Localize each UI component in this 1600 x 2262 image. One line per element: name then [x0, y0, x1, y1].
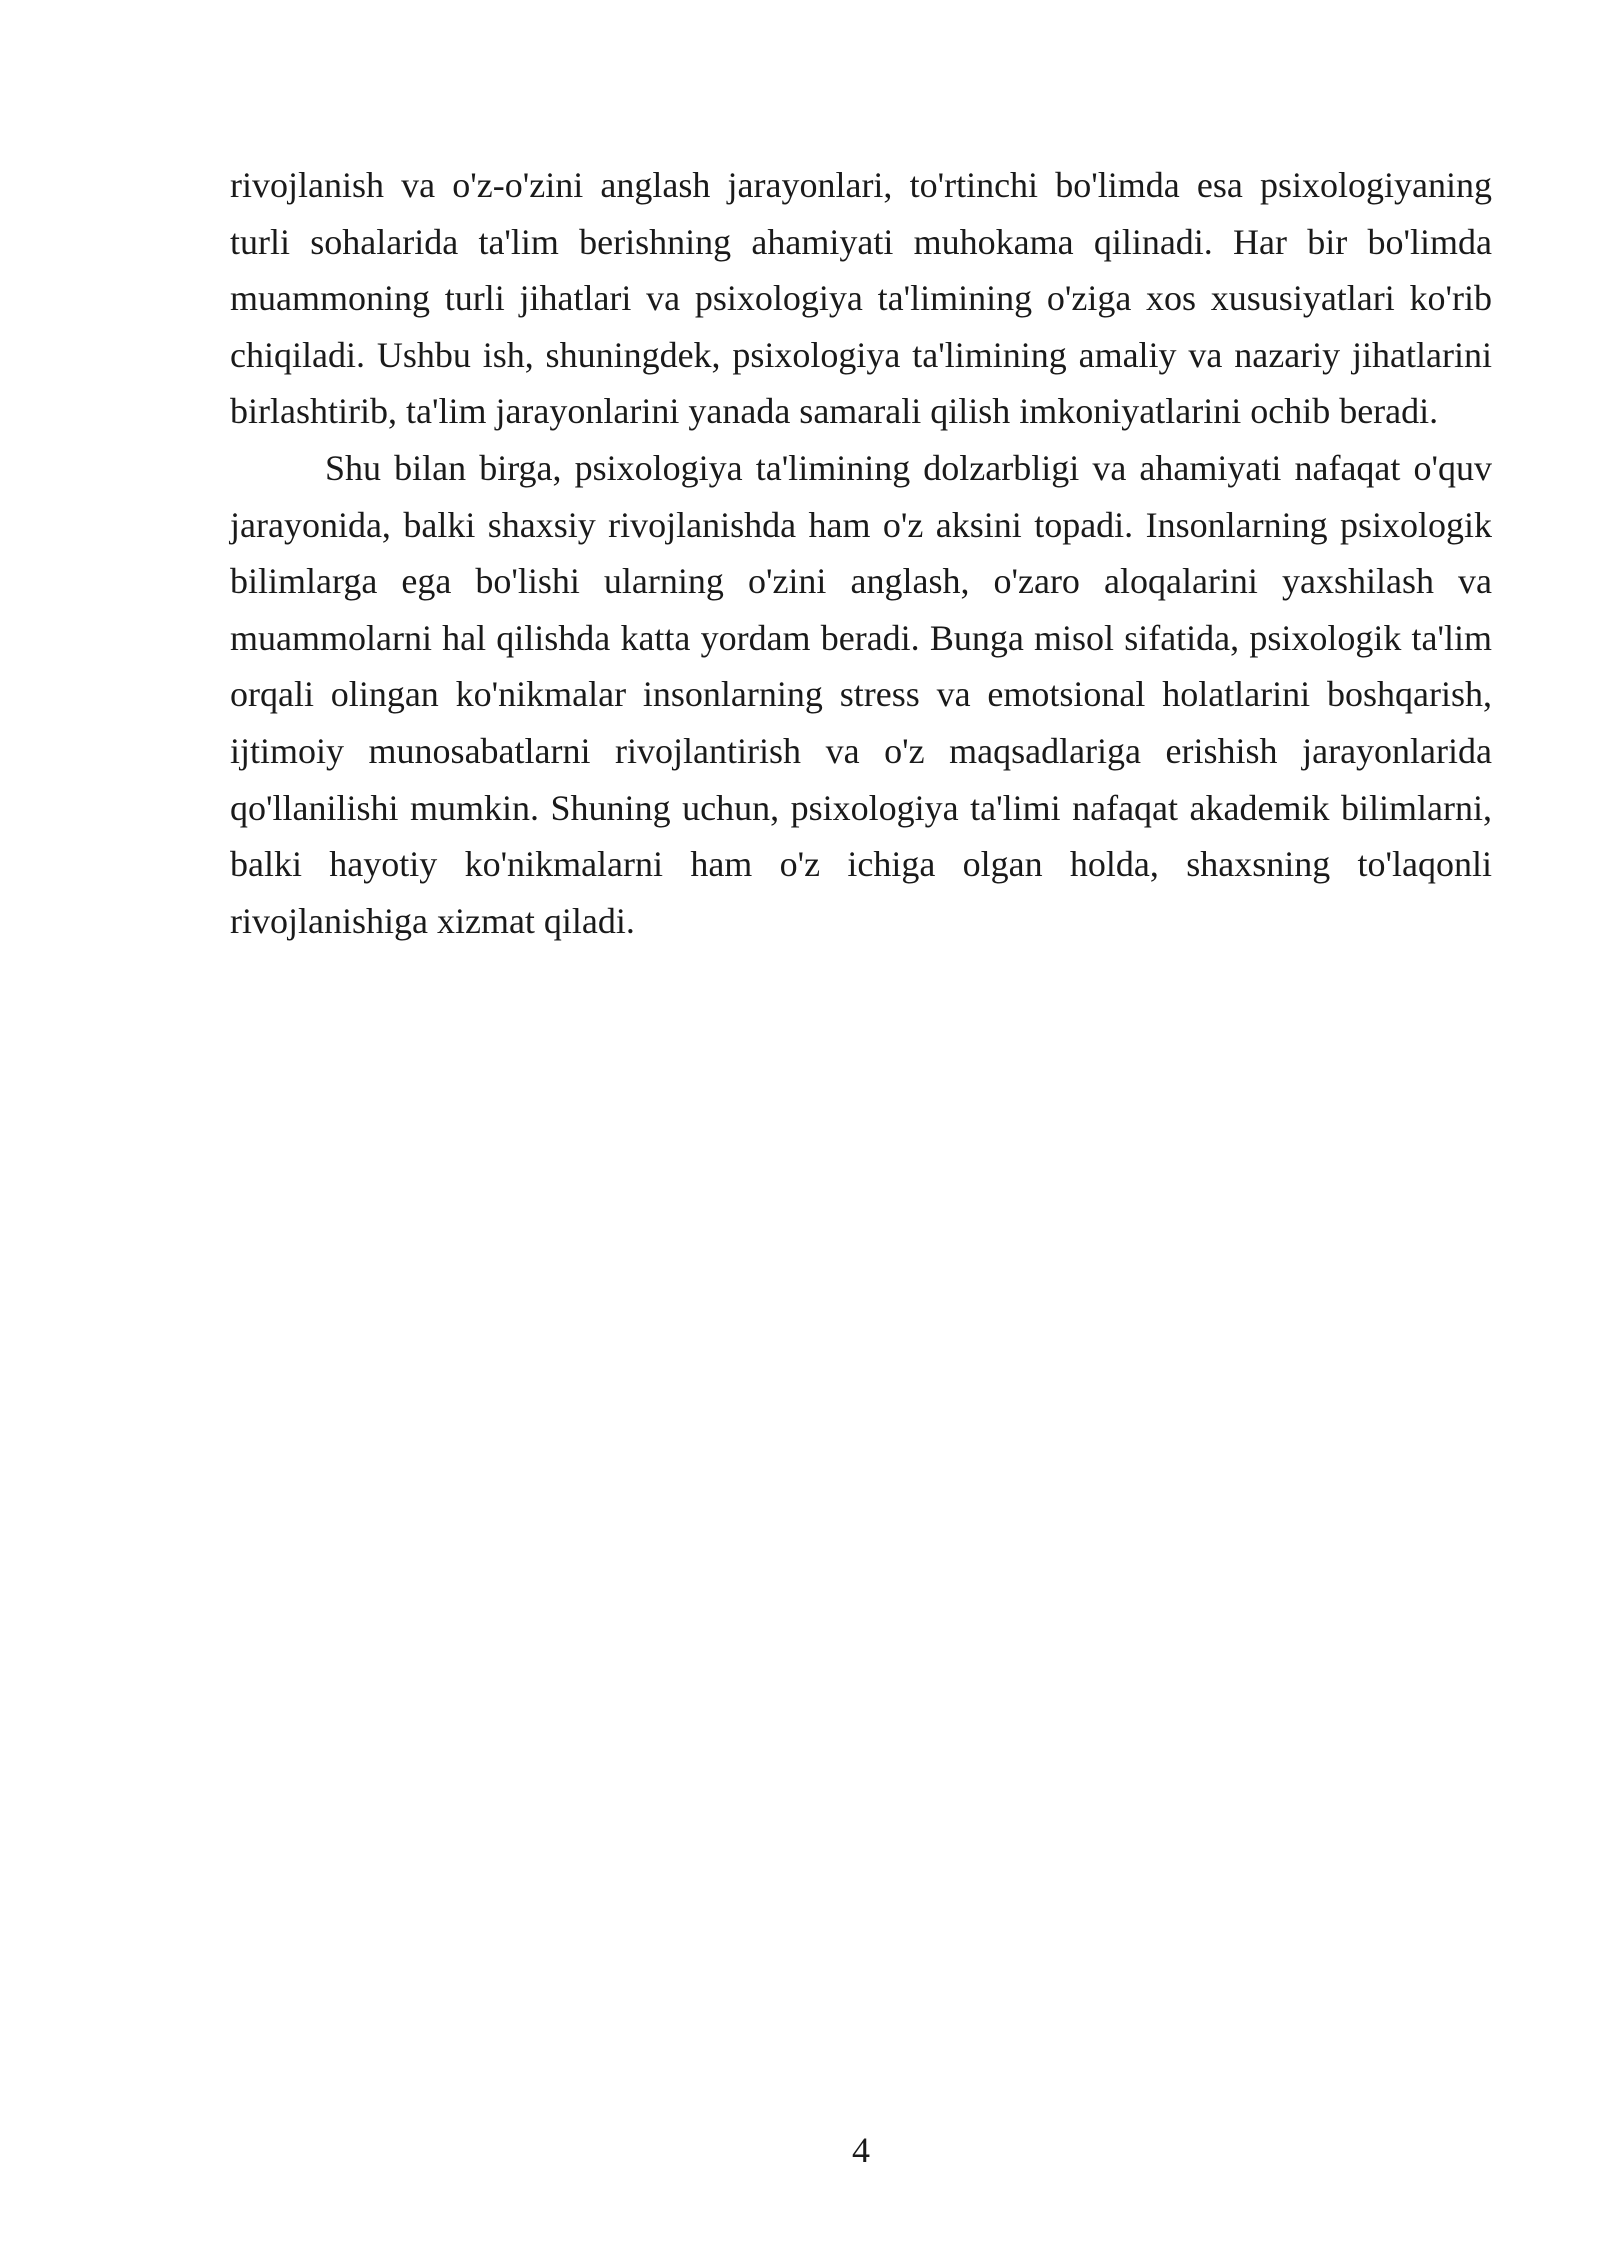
page-number: 4	[852, 2130, 870, 2170]
paragraph-continuation: rivojlanish va o'z-o'zini anglash jarayonlari, to'rtinchi bo'limda esa psixologiyaning turli sohalarida ta'lim berishning ahamiyati muhokama qilinadi. Har bir bo'limda muammoning turli jihatlari va psixologiya ta'limining o'ziga xos xususiyatlari ko'rib chiqiladi. Ushbu ish, shuningdek, psixologiya ta'limining amaliy va nazariy jihatlarini birlashtirib, ta'lim jarayonlarini yanada samarali qilish imkoniyatlarini ochib beradi.	[230, 165, 1492, 432]
body-text	[230, 157, 1492, 949]
paragraph: Shu bilan birga, psixologiya ta'limining dolzarbligi va ahamiyati nafaqat o'quv jarayonida, balki shaxsiy rivojlanishda ham o'z aksini topadi. Insonlarning psixologik bilimlarga ega bo'lishi ularning o'zini anglash, o'zaro aloqalarini yaxshilash va muammolarni hal qilishda katta yordam beradi. Bunga misol sifatida, psixologik ta'lim orqali olingan ko'nikmalar insonlarning stress va emotsional holatlarini boshqarish, ijtimoiy munosabatlarni rivojlantirish va o'z maqsadlariga erishish jarayonlarida qo'llanilishi mumkin. Shuning uchun, psixologiya ta'limi nafaqat akademik bilimlarni, balki hayotiy ko'nikmalarni ham o'z ichiga olgan holda, shaxsning to'laqonli rivojlanishiga xizmat qiladi.	[230, 447, 1492, 941]
